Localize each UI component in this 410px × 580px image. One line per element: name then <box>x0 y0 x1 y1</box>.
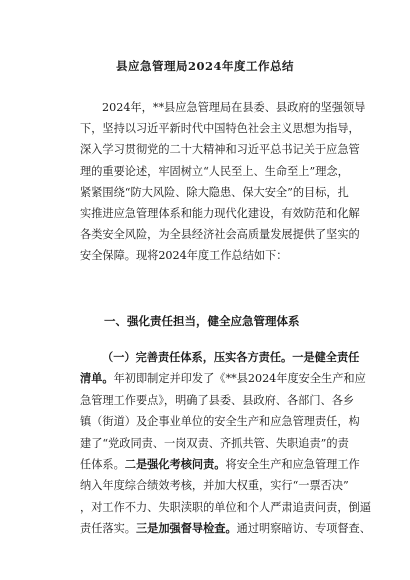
intro-line: 下，坚持以习近平新时代中国特色社会主义思想为指导， <box>80 122 360 136</box>
body-text: 将安全生产和应急管理工作 <box>225 458 360 472</box>
paragraph-line: 建了“党政同责、一岗双责、齐抓共管、失职追责”的责 <box>80 436 349 450</box>
intro-line: 各类安全风险，为全县经济社会高质量发展提供了坚实的 <box>80 228 360 242</box>
body-text: 任体系。 <box>80 458 125 472</box>
body-text: 通过明察暗访、专项督查、 <box>236 522 371 536</box>
document-title: 县应急管理局2024年度工作总结 <box>115 59 294 73</box>
paragraph-line <box>80 518 371 539</box>
intro-line: 安全保障。现将2024年度工作总结如下： <box>80 249 288 263</box>
paragraph-line <box>80 454 360 475</box>
paragraph-line <box>80 368 366 389</box>
paragraph-line: 纳入年度综合绩效考核，并加大权重，实行“一票否决” <box>80 479 349 493</box>
paragraph-line: ，对工作不力、失职渎职的单位和个人严肃追责问责，倒逼 <box>80 500 371 514</box>
intro-paragraph <box>80 97 366 267</box>
subsection-paragraph <box>80 347 371 540</box>
bold-text: 二是强化考核问责。 <box>124 457 226 472</box>
intro-line: 2024年，**县应急管理局在县委、县政府的坚强领导 <box>102 101 366 114</box>
intro-line: 实推进应急管理体系和能力现代化建设，有效防范和化解 <box>80 207 360 221</box>
intro-line: 深入学习贯彻党的二十大精神和习近平总书记关于应急管 <box>80 143 360 157</box>
intro-line: 理的重要论述，牢固树立“人民至上、生命至上”理念， <box>80 164 349 178</box>
bold-text: （一）完善责任体系，压实各方责任。一是健全责任 <box>102 350 360 364</box>
intro-line: 紧紧围绕“防大风险、除大隐患、保大安全”的目标，扎 <box>80 185 349 199</box>
body-text: 年初即制定并印发了《**县2024年度安全生产和应 <box>113 372 366 386</box>
paragraph-line: 急管理工作要点》，明确了县委、县政府、各部门、各乡 <box>80 393 355 407</box>
bold-text: 清单。 <box>80 371 114 386</box>
paragraph-line <box>80 347 360 368</box>
bold-text: 三是加强督导检查。 <box>135 521 237 536</box>
paragraph-line: 镇（街道）及企事业单位的安全生产和应急管理责任，构 <box>80 415 360 429</box>
section-heading: 一、强化责任担当，健全应急管理体系 <box>104 314 300 328</box>
body-text: 责任落实。 <box>80 522 136 536</box>
